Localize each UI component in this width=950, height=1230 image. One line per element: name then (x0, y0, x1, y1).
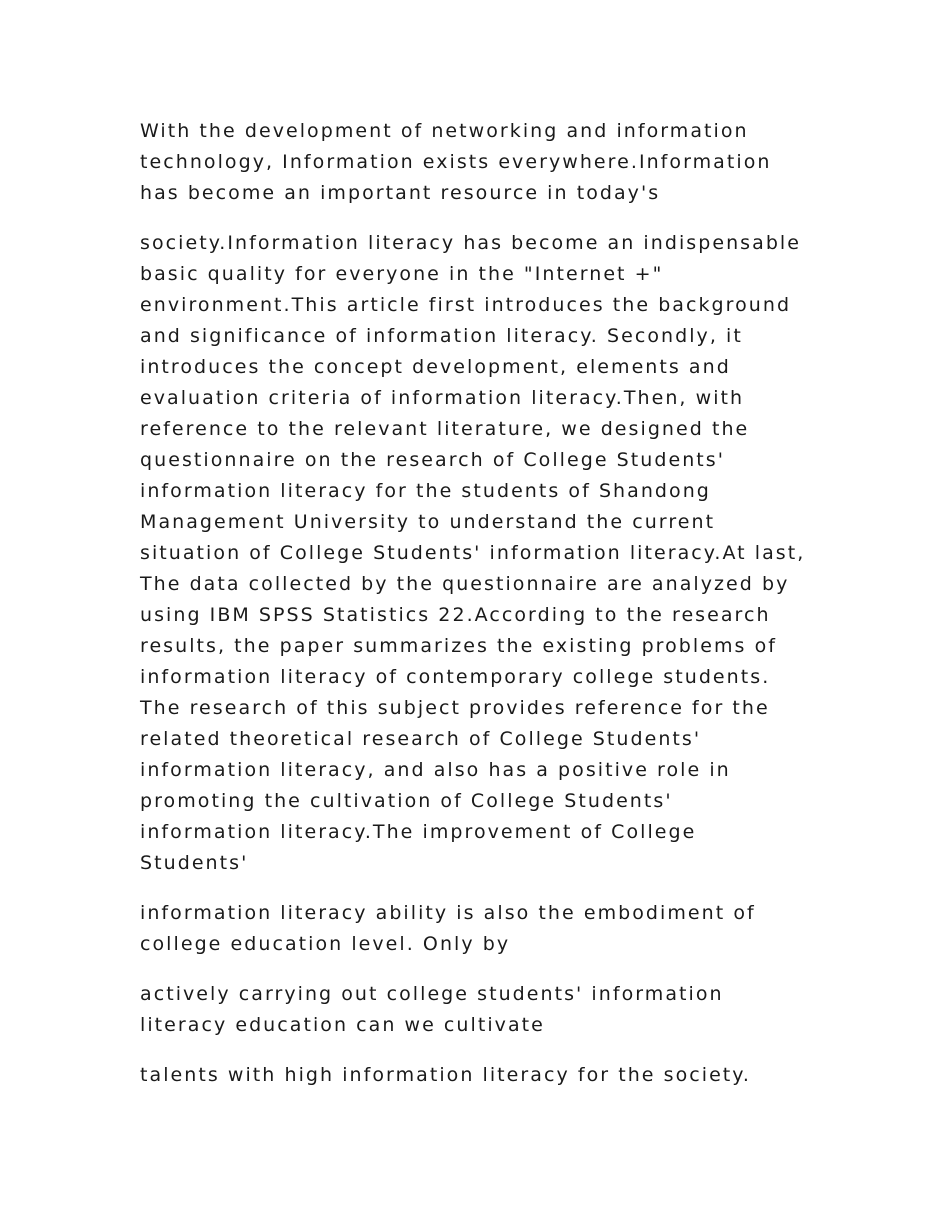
abstract-body (140, 116, 812, 1110)
paragraph-conclusion: talents with high information literacy for the society. (140, 1064, 751, 1086)
paragraph-intro: With the development of networking and information technology, Information exists everywhere.Information has become an important resource in today's (140, 120, 772, 204)
paragraph-education: actively carrying out college students' information literacy education can we cultivate (140, 983, 724, 1036)
paragraph-main: society.Information literacy has become an indispensable basic quality for everyone in the "Internet +" environment.This article first introduces the background and significance of information literacy. Secondly, it introduces the concept development, elements and evaluation criteria of information literacy.Then, with reference to the relevant literature, we designed the questionnaire on the research of College Students' information literacy for the students of Shandong Management University to understand the current situation of College Students' information literacy.At last, The data collected by the questionnaire are analyzed by using IBM SPSS Statistics 22.According to the research results, the paper summarizes the existing problems of information literacy of contemporary college students. The research of this subject provides reference for the related theoretical research of College Students' information literacy, and also has a positive role in promoting the cultivation of College Students' information literacy.The improvement of College Students' (140, 232, 806, 874)
paragraph-literacy-ability: information literacy ability is also the embodiment of college education level. Only by (140, 902, 756, 955)
